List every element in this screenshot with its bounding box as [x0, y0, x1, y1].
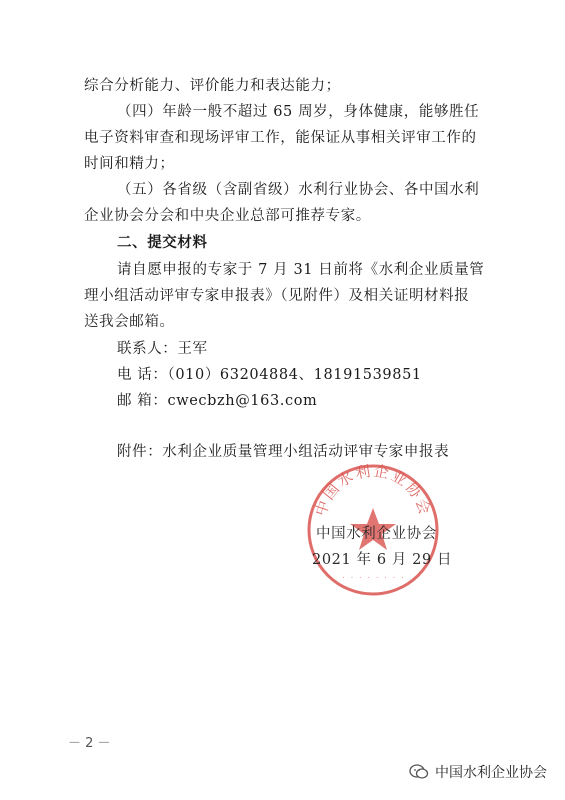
watermark-text: 中国水利企业协会: [435, 765, 547, 781]
wechat-icon: [409, 764, 429, 780]
attachment-note: 附件：水利企业质量管理小组活动评审专家申报表: [117, 444, 450, 460]
signature-date: 2021 年 6 月 29 日: [312, 552, 453, 568]
body-line-2: （四）年龄一般不超过 65 周岁，身体健康，能够胜任: [117, 104, 480, 120]
contact-phone: 电 话：（010）63204884、18191539851: [117, 367, 422, 383]
svg-text:中国水利企业协会: 中国水利企业协会: [311, 461, 435, 519]
submit-line-2: 理小组活动评审专家申报表》（见附件）及相关证明材料报: [84, 288, 470, 304]
section-heading: 二、提交材料: [117, 235, 208, 251]
page-number: － 2 －: [68, 736, 111, 751]
body-line-1: 综合分析能力、评价能力和表达能力；: [84, 78, 341, 94]
watermark: [409, 762, 547, 782]
body-line-4: 时间和精力；: [84, 156, 175, 172]
contact-person: 联系人：王军: [117, 341, 208, 357]
body-line-5: （五）各省级（含副省级）水利行业协会、各中国水利: [117, 182, 480, 198]
signature-org: 中国水利企业协会: [316, 526, 437, 542]
contact-email: 邮 箱：cwecbzh@163.com: [117, 393, 318, 409]
submit-line-3: 送我会邮箱。: [84, 314, 175, 330]
body-line-6: 企业协会分会和中央企业总部可推荐专家。: [84, 208, 371, 224]
svg-text:· · · · · · · ·: · · · · · · · ·: [341, 574, 405, 582]
submit-line-1: 请自愿申报的专家于 7 月 31 日前将《水利企业质量管: [117, 262, 485, 278]
body-line-3: 电子资料审查和现场评审工作，能保证从事相关评审工作的: [84, 130, 477, 146]
